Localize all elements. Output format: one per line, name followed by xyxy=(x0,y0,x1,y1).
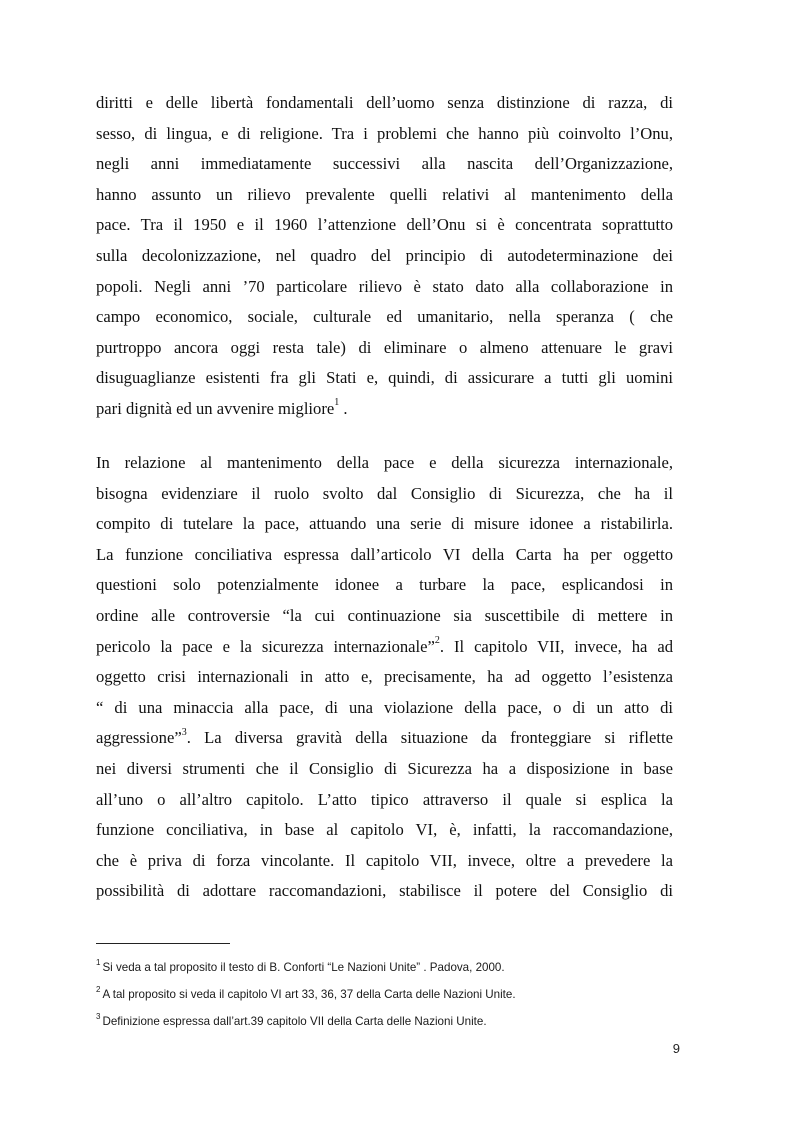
text-line: sulla decolonizzazione, nel quadro del principio di autodeterminazione dei xyxy=(96,245,673,265)
text-fragment: pari dignità ed un avvenire migliore xyxy=(96,398,335,418)
footnote-text: A tal proposito si veda il capitolo VI art 33, 36, 37 della Carta delle Nazioni Unite. xyxy=(102,987,516,1001)
text-fragment: pericolo la pace e la sicurezza internazionale” xyxy=(96,636,435,656)
text-line: all’uno o all’altro capitolo. L’atto tipico attraverso il quale si esplica la xyxy=(96,789,673,809)
text-line: compito di tutelare la pace, attuando una serie di misure idonee a ristabilirla. xyxy=(96,514,673,534)
paragraph-2 xyxy=(96,448,673,907)
text-line: questioni solo potenzialmente idonee a turbare la pace, esplicandosi in xyxy=(96,575,673,595)
footnote-ref-2[interactable]: 2 xyxy=(434,635,440,647)
paragraph-1 xyxy=(96,88,673,425)
footnote-1 xyxy=(96,955,696,982)
text-line: La funzione conciliativa espressa dall’articolo VI della Carta ha per oggetto xyxy=(96,544,673,564)
footnote-number: 2 xyxy=(96,985,101,994)
footnote-text: Si veda a tal proposito il testo di B. Conforti “Le Nazioni Unite” . Padova, 2000. xyxy=(102,960,505,974)
footnote-number: 1 xyxy=(96,958,101,967)
text-line: nei diversi strumenti che il Consiglio di Sicurezza ha a disposizione in base xyxy=(96,758,673,778)
text-line: sesso, di lingua, e di religione. Tra i problemi che hanno più coinvolto l’Onu, xyxy=(96,123,673,143)
footnotes xyxy=(96,955,696,1036)
text-line: possibilità di adottare raccomandazioni, stabilisce il potere del Consiglio di xyxy=(96,881,673,901)
text-line xyxy=(96,632,673,663)
text-line: funzione conciliativa, in base al capitolo VI, è, infatti, la raccomandazione, xyxy=(96,820,673,840)
text-line: disuguaglianze esistenti fra gli Stati e, quindi, di assicurare a tutti gli uomini xyxy=(96,368,673,388)
footnote-ref-3[interactable]: 3 xyxy=(181,726,187,738)
footnote-ref-1[interactable]: 1 xyxy=(334,397,340,409)
text-line: popoli. Negli anni ’70 particolare rilievo è stato dato alla collaborazione in xyxy=(96,276,673,296)
footnote-number: 3 xyxy=(96,1012,101,1021)
text-line: oggetto crisi internazionali in atto e, precisamente, ha ad oggetto l’esistenza xyxy=(96,667,673,687)
footnote-2 xyxy=(96,982,696,1009)
text-line: che è priva di forza vincolante. Il capitolo VII, invece, oltre a prevedere la xyxy=(96,850,673,870)
text-fragment: . Il capitolo VII, invece, ha ad xyxy=(439,636,673,656)
text-line: ordine alle controversie “la cui continuazione sia suscettibile di mettere in xyxy=(96,605,673,625)
footnote-separator xyxy=(96,943,230,944)
text-fragment: aggressione” xyxy=(96,728,182,748)
text-line: In relazione al mantenimento della pace e della sicurezza internazionale, xyxy=(96,453,673,472)
text-line: diritti e delle libertà fondamentali dell’uomo senza distinzione di razza, di xyxy=(96,93,673,112)
text-line: campo economico, sociale, culturale ed umanitario, nella speranza ( che xyxy=(96,307,673,327)
text-line: purtroppo ancora oggi resta tale) di eliminare o almeno attenuare le gravi xyxy=(96,337,673,357)
footnote-3 xyxy=(96,1009,696,1036)
text-line: negli anni immediatamente successivi alla nascita dell’Organizzazione, xyxy=(96,154,673,174)
footnote-text: Definizione espressa dall’art.39 capitolo VII della Carta delle Nazioni Unite. xyxy=(102,1014,487,1028)
text-line: pace. Tra il 1950 e il 1960 l’attenzione dell’Onu si è concentrata soprattutto xyxy=(96,215,673,235)
page-number: 9 xyxy=(672,1041,680,1056)
text-fragment: . La diversa gravità della situazione da fronteggiare si riflette xyxy=(186,728,673,748)
text-line: “ di una minaccia alla pace, di una violazione della pace, o di un atto di xyxy=(96,697,673,717)
text-line: bisogna evidenziare il ruolo svolto dal Consiglio di Sicurezza, che ha il xyxy=(96,483,673,503)
text-fragment: . xyxy=(339,398,348,418)
text-line xyxy=(96,394,673,425)
text-line xyxy=(96,723,673,754)
text-line: hanno assunto un rilievo prevalente quelli relativi al mantenimento della xyxy=(96,184,673,204)
